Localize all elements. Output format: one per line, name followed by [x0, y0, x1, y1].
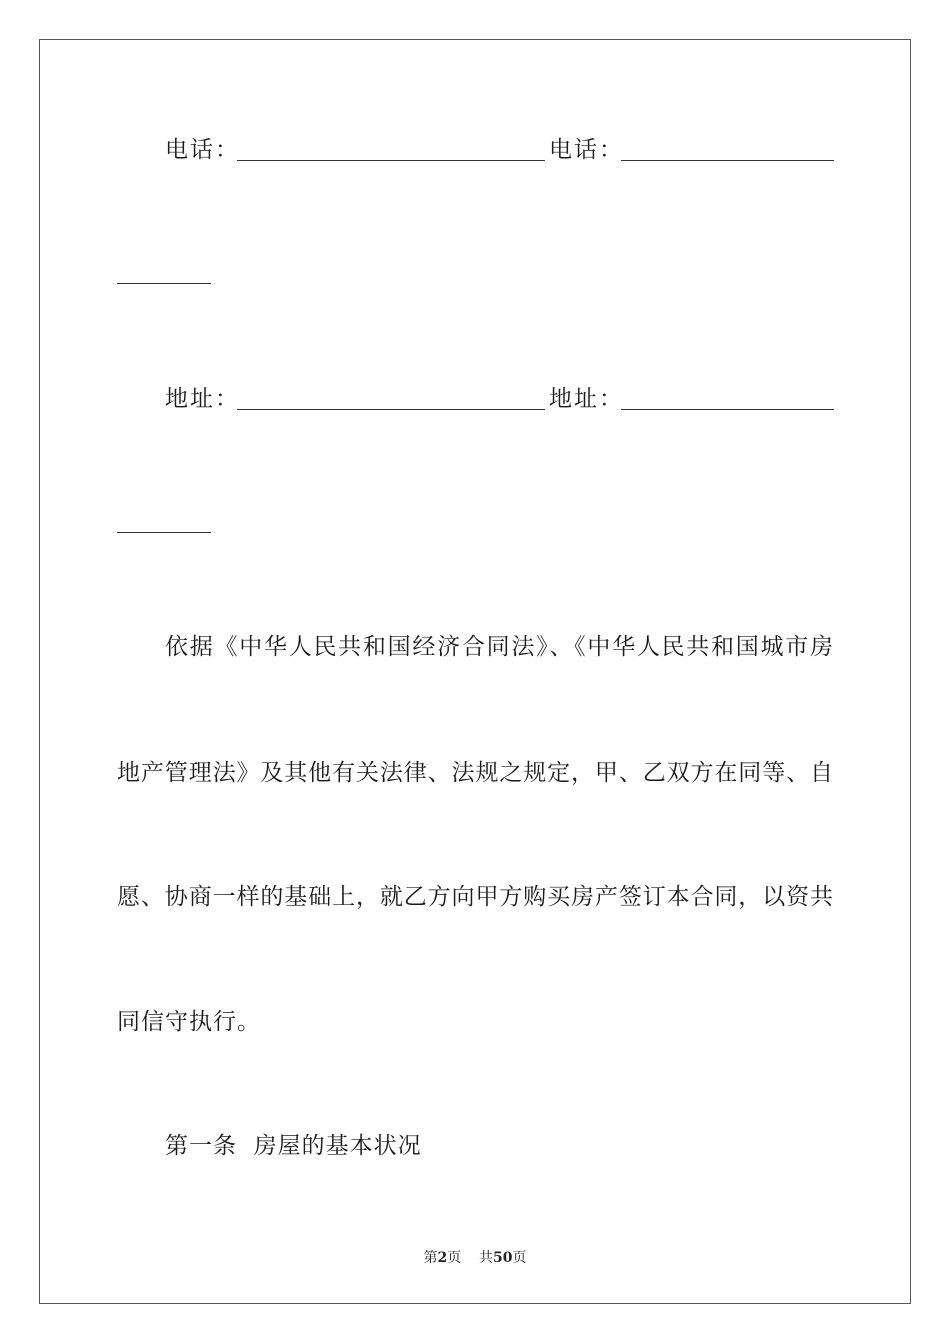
phone-field-party-b-continued[interactable] [117, 283, 211, 284]
phone-label-party-b: 电话： [549, 137, 624, 163]
intro-paragraph-line-4: 同信守执行。 [117, 1009, 261, 1035]
page-footer [0, 1249, 950, 1267]
footer-prefix: 第 [423, 1250, 438, 1266]
footer-total-prefix: 共 [479, 1250, 494, 1266]
intro-paragraph-line-2: 地产管理法》及其他有关法律、法规之规定，甲、乙双方在同等、自 [117, 760, 833, 786]
address-label-party-a: 地址： [165, 386, 240, 412]
phone-field-party-b[interactable] [621, 160, 834, 161]
phone-label-party-a: 电话： [165, 137, 240, 163]
footer-page-suffix: 页 [447, 1250, 462, 1266]
page-border [39, 39, 911, 1304]
article-1-heading: 第一条 房屋的基本状况 [165, 1133, 422, 1159]
footer-total-suffix: 页 [512, 1250, 527, 1266]
address-field-party-b[interactable] [621, 409, 834, 410]
phone-field-party-a[interactable] [237, 160, 545, 161]
intro-paragraph-line-3: 愿、协商一样的基础上，就乙方向甲方购买房产签订本合同，以资共 [117, 884, 833, 910]
address-label-party-b: 地址： [549, 386, 624, 412]
address-field-party-b-continued[interactable] [117, 532, 211, 533]
footer-total-pages: 50 [493, 1250, 513, 1266]
footer-page-number: 2 [437, 1250, 448, 1266]
address-field-party-a[interactable] [237, 409, 545, 410]
intro-paragraph-line-1: 依据《中华人民共和国经济合同法》、《中华人民共和国城市房 [165, 634, 833, 660]
